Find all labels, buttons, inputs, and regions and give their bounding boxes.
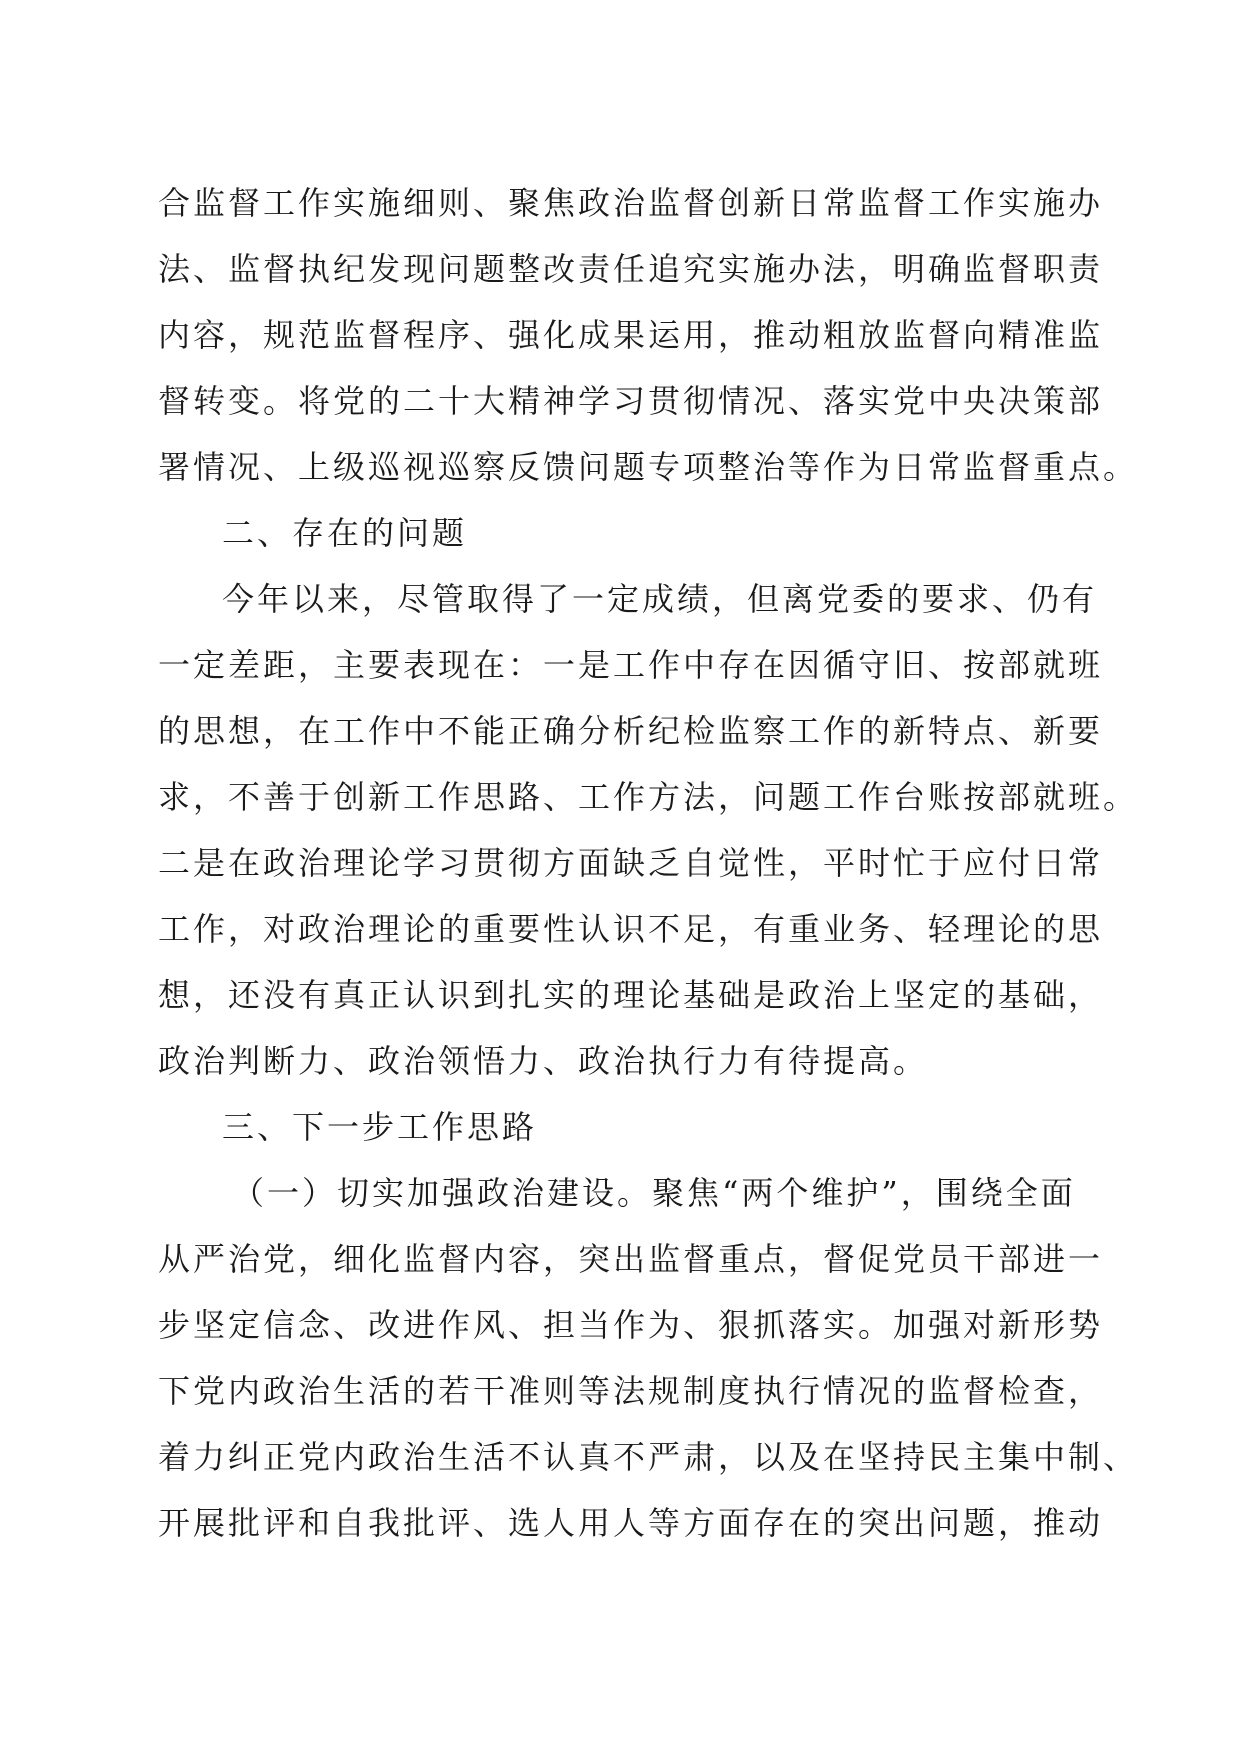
- paragraph-line: （一）切实加强政治建设。聚焦“两个维护”，围绕全面: [232, 1174, 1076, 1212]
- paragraph-line: 求，不善于创新工作思路、工作方法，问题工作台账按部就班。: [158, 778, 1139, 816]
- paragraph-line: 一定差距，主要表现在：一是工作中存在因循守旧、按部就班: [158, 646, 1104, 684]
- paragraph-line: 署情况、上级巡视巡察反馈问题专项整治等作为日常监督重点。: [158, 448, 1139, 486]
- paragraph-line: 步坚定信念、改进作风、担当作为、狠抓落实。加强对新形势: [158, 1306, 1104, 1344]
- paragraph-line: 政治判断力、政治领悟力、政治执行力有待提高。: [158, 1042, 929, 1080]
- paragraph-line: 开展批评和自我批评、选人用人等方面存在的突出问题，推动: [158, 1504, 1104, 1542]
- paragraph-line: 的思想，在工作中不能正确分析纪检监察工作的新特点、新要: [158, 712, 1104, 750]
- paragraph-line: 下党内政治生活的若干准则等法规制度执行情况的监督检查，: [158, 1372, 1104, 1410]
- paragraph-line: 想，还没有真正认识到扎实的理论基础是政治上坚定的基础，: [158, 976, 1104, 1014]
- paragraph-line: 合监督工作实施细则、聚焦政治监督创新日常监督工作实施办: [158, 184, 1104, 222]
- document-body: [158, 170, 1139, 1556]
- paragraph-line: 内容，规范监督程序、强化成果运用，推动粗放监督向精准监: [158, 316, 1104, 354]
- paragraph-line: 工作，对政治理论的重要性认识不足，有重业务、轻理论的思: [158, 910, 1104, 948]
- section-heading: 二、存在的问题: [222, 514, 468, 552]
- paragraph-line: 着力纠正党内政治生活不认真不严肃，以及在坚持民主集中制、: [158, 1438, 1139, 1476]
- paragraph-line: 从严治党，细化监督内容，突出监督重点，督促党员干部进一: [158, 1240, 1104, 1278]
- paragraph-line: 法、监督执纪发现问题整改责任追究实施办法，明确监督职责: [158, 250, 1104, 288]
- paragraph-line: 督转变。将党的二十大精神学习贯彻情况、落实党中央决策部: [158, 382, 1104, 420]
- section-heading: 三、下一步工作思路: [222, 1108, 538, 1146]
- paragraph-line: 今年以来，尽管取得了一定成绩，但离党委的要求、仍有: [222, 580, 1098, 618]
- paragraph-line: 二是在政治理论学习贯彻方面缺乏自觉性，平时忙于应付日常: [158, 844, 1104, 882]
